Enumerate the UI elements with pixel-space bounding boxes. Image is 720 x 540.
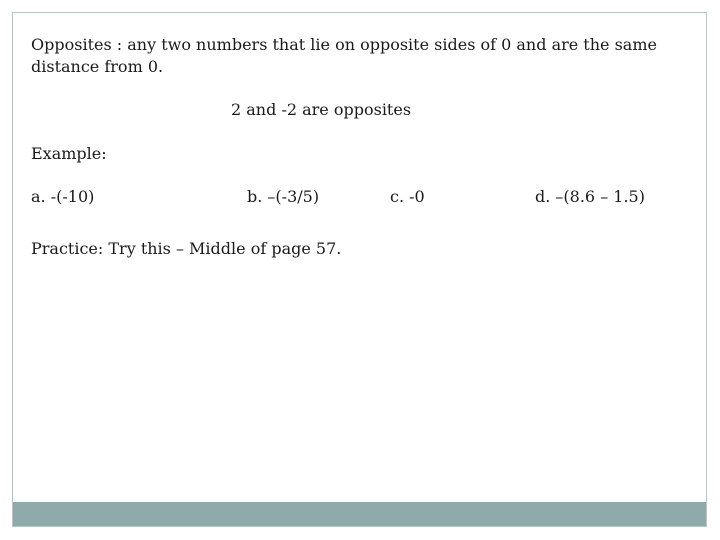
definition-text	[31, 34, 671, 78]
practice-text: Practice: Try this – Middle of page 57.	[31, 239, 342, 258]
example-label: Example:	[31, 144, 107, 163]
example-d: d. –(8.6 – 1.5)	[535, 187, 645, 206]
opposites-statement: 2 and -2 are opposites	[231, 100, 412, 119]
example-b: b. –(-3/5)	[247, 187, 320, 206]
slide	[12, 12, 707, 527]
example-c: c. -0	[390, 187, 425, 206]
definition-line-2: distance from 0.	[31, 57, 164, 76]
example-a: a. -(-10)	[31, 187, 95, 206]
footer-bar	[13, 502, 706, 526]
definition-line-1: Opposites : any two numbers that lie on opposite sides of 0 and are the same	[31, 35, 657, 54]
